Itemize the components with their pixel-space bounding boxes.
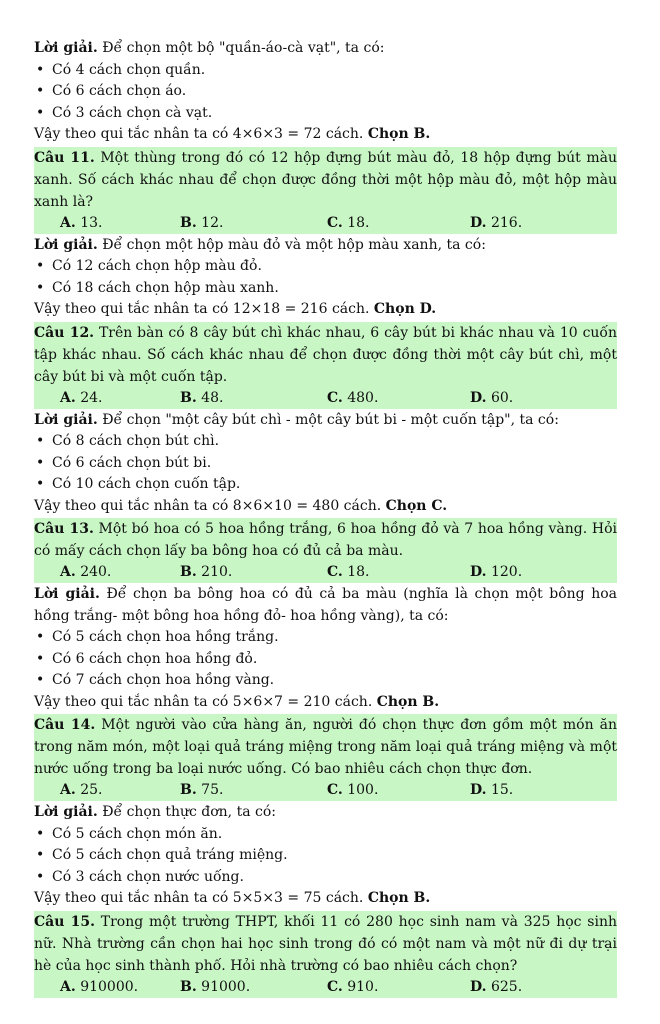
bullet-text: Có 10 cách chọn cuốn tập. [52,476,241,492]
bullet-text: Có 6 cách chọn áo. [52,83,187,99]
option [327,977,470,998]
bullet-item [34,256,617,278]
bullet-item [34,627,617,649]
option-key: B. [180,978,197,995]
bullet-dot-icon: • [36,61,45,78]
bullet-dot-icon: • [36,672,45,688]
option-value: 13. [80,214,103,231]
question-label: Câu 14. [34,717,96,733]
option [470,977,522,998]
bullet-dot-icon: • [36,433,45,449]
option-key: A. [60,214,76,231]
question-text-block [34,322,617,388]
option [327,562,470,583]
bullet-dot-icon: • [36,279,45,296]
bullet-dot-icon: • [36,825,45,842]
options-row [34,977,617,998]
question-text-block [34,147,617,213]
conclusion-text: Vậy theo qui tắc nhân ta có 4×6×3 = 72 cách. [34,126,364,142]
question-box [34,714,617,801]
question-text-block [34,714,617,780]
question-label: Câu 12. [34,324,95,341]
option-key: D. [470,782,487,798]
option [34,213,180,234]
option-value: 210. [201,564,233,580]
option [327,388,470,409]
answer-choice: Chọn B. [367,890,431,906]
bullet-text: Có 12 cách chọn hộp màu đỏ. [52,258,262,274]
solution-intro [34,584,617,627]
option-key: A. [60,389,76,406]
solution-text: Để chọn một hộp màu đỏ và một hộp màu xanh, ta có: [102,236,486,253]
bullet-text: Có 5 cách chọn món ăn. [52,825,223,842]
solution-label: Lời giải. [34,804,98,820]
bullet-item [34,845,617,867]
question-box [34,147,617,234]
bullet-text: Có 3 cách chọn cà vạt. [52,104,213,121]
conclusion [34,124,617,146]
option [470,780,513,801]
option-value: 240. [80,564,112,580]
conclusion [34,299,617,321]
option-value: 60. [490,389,514,406]
option-key: C. [327,214,343,231]
option-key: D. [470,978,487,995]
bullet-item [34,453,617,475]
option-key: C. [327,389,343,406]
answer-choice: Chọn B. [376,693,440,710]
option-key: D. [470,564,487,580]
conclusion-text: Vậy theo qui tắc nhân ta có 8×6×10 = 480 cách. [34,497,382,514]
bullet-item [34,824,617,846]
solution-text: Để chọn một bộ "quần-áo-cà vạt", ta có: [102,40,385,56]
bullet-dot-icon: • [36,476,45,492]
option-key: C. [327,564,343,580]
bullet-text: Có 8 cách chọn bút chì. [52,433,220,449]
solution-intro [34,235,617,257]
bullet-text: Có 5 cách chọn quả tráng miệng. [52,847,288,863]
option-key: B. [180,389,197,406]
question-text: Trong một trường THPT, khối 11 có 280 học sinh nam và 325 học sinh nữ. Nhà trường cần chọn hai học sinh trong đó có một nam và một nữ đi dự trại hè của học sinh thành phố. Hỏi nhà trường có bao nhiêu cách chọn? [34,913,618,974]
option-value: 18. [347,564,370,580]
option-value: 25. [80,782,103,798]
solution-label: Lời giải. [34,40,98,56]
bullet-item [34,60,617,82]
options-row [34,780,617,801]
bullet-item [34,474,617,496]
question-box [34,518,617,583]
option-value: 15. [490,782,514,798]
solution-label: Lời giải. [34,236,98,253]
bullet-dot-icon: • [36,629,45,645]
bullet-dot-icon: • [36,454,45,471]
solution-text: Để chọn "một cây bút chì - một cây bút bi - một cuốn tập", ta có: [102,411,559,428]
conclusion [34,692,617,714]
bullet-dot-icon: • [36,847,45,863]
question-text-block [34,911,617,977]
bullet-dot-icon: • [36,258,45,274]
solution-intro [34,410,617,432]
solution-intro [34,38,617,60]
option-value: 75. [201,782,224,798]
options-row [34,388,617,409]
option [180,562,327,583]
conclusion [34,496,617,518]
option [470,388,513,409]
conclusion-text: Vậy theo qui tắc nhân ta có 5×5×3 = 75 cách. [34,890,364,906]
bullet-text: Có 4 cách chọn quần. [52,61,206,78]
bullet-text: Có 6 cách chọn bút bi. [52,454,212,471]
option-value: 48. [201,389,224,406]
question-box [34,322,617,409]
question-label: Câu 11. [34,149,95,166]
option [180,213,327,234]
conclusion-text: Vậy theo qui tắc nhân ta có 12×18 = 216 cách. [34,301,370,317]
bullet-text: Có 5 cách chọn hoa hồng trắng. [52,629,279,645]
question-box [34,911,617,998]
bullet-item [34,649,617,671]
option-value: 24. [80,389,103,406]
option-key: A. [60,978,76,995]
option [470,562,522,583]
option [327,213,470,234]
document-page [34,38,617,999]
option [180,977,327,998]
question-text: Trên bàn có 8 cây bút chì khác nhau, 6 cây bút bi khác nhau và 10 cuốn tập khác nhau. Số cách khác nhau để chọn được đồng thời một cây bút chì, một cây bút bi và một cuốn tập. [34,324,618,385]
option-value: 91000. [201,978,251,995]
bullet-text: Có 18 cách chọn hộp màu xanh. [52,279,279,296]
option-key: A. [60,564,76,580]
solution-text: Để chọn ba bông hoa có đủ cả ba màu (nghĩa là chọn một bông hoa hồng trắng- một bông hoa hồng đỏ- hoa hồng vàng), ta có: [34,586,617,624]
option-value: 120. [490,564,523,580]
option-value: 625. [490,978,523,995]
option [327,780,470,801]
bullet-item [34,278,617,300]
solution-label: Lời giải. [34,411,98,428]
bullet-text: Có 6 cách chọn hoa hồng đỏ. [52,650,258,667]
option-key: B. [180,564,197,580]
option [34,780,180,801]
option-key: C. [327,782,343,798]
option-value: 910. [347,978,379,995]
options-row [34,562,617,583]
bullet-item [34,670,617,692]
bullet-item [34,867,617,889]
option-key: D. [470,214,487,231]
question-text: Một người vào cửa hàng ăn, người đó chọn thực đơn gồm một món ăn trong năm món, một loại quả tráng miệng trong năm loại quả tráng miệng và một nước uống trong ba loại nước uống. Có bao nhiêu cách chọn thực đơn. [34,717,618,777]
bullet-dot-icon: • [36,868,45,885]
bullet-dot-icon: • [36,104,45,121]
bullet-item [34,81,617,103]
options-row [34,213,617,234]
solution-intro [34,802,617,824]
option-key: B. [180,782,197,798]
answer-choice: Chọn B. [367,126,431,142]
option-value: 100. [347,782,379,798]
answer-choice: Chọn D. [373,301,437,317]
option-key: C. [327,978,343,995]
bullet-item [34,431,617,453]
bullet-dot-icon: • [36,83,45,99]
option [180,388,327,409]
question-text-block [34,518,617,562]
question-label: Câu 13. [34,521,94,537]
conclusion [34,888,617,910]
bullet-text: Có 3 cách chọn nước uống. [52,868,244,885]
option-key: B. [180,214,197,231]
bullet-item [34,103,617,125]
option-value: 216. [490,214,523,231]
option-key: A. [60,782,76,798]
question-label: Câu 15. [34,913,95,930]
question-text: Một thùng trong đó có 12 hộp đựng bút màu đỏ, 18 hộp đựng bút màu xanh. Số cách khác nhau để chọn được đồng thời một hộp màu đỏ, một hộp màu xanh là? [34,149,617,210]
solution-text: Để chọn thực đơn, ta có: [102,804,276,820]
option-value: 910000. [80,978,139,995]
option [34,388,180,409]
bullet-text: Có 7 cách chọn hoa hồng vàng. [52,672,275,688]
answer-choice: Chọn C. [385,497,448,514]
question-text: Một bó hoa có 5 hoa hồng trắng, 6 hoa hồng đỏ và 7 hoa hồng vàng. Hỏi có mấy cách chọn lấy ba bông hoa có đủ cả ba màu. [34,521,617,559]
option-value: 480. [347,389,379,406]
option [34,977,180,998]
conclusion-text: Vậy theo qui tắc nhân ta có 5×6×7 = 210 cách. [34,693,373,710]
option [34,562,180,583]
option-key: D. [470,389,487,406]
option [470,213,522,234]
option [180,780,327,801]
solution-label: Lời giải. [34,586,100,602]
option-value: 12. [201,214,224,231]
option-value: 18. [347,214,370,231]
bullet-dot-icon: • [36,650,45,667]
